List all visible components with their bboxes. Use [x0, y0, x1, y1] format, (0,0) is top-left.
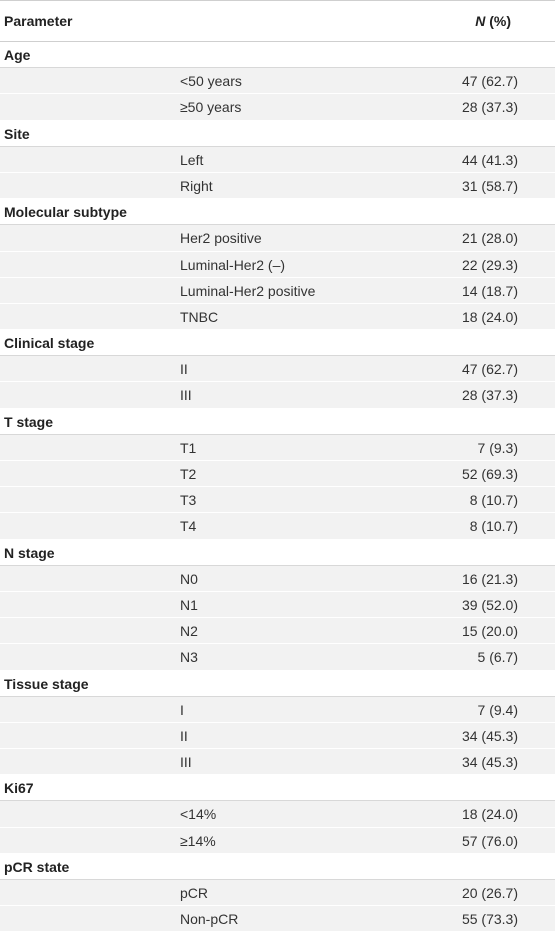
group-label: Molecular subtype: [4, 204, 127, 221]
group-label: Site: [4, 125, 30, 142]
item-value: 34 (45.3): [461, 727, 518, 744]
header-n-symbol: N: [475, 13, 486, 29]
item-value: 15 (20.0): [461, 623, 518, 640]
table-row: [0, 592, 555, 618]
item-label: T2: [180, 466, 197, 482]
table-row: [0, 435, 555, 461]
header-n-percent: [475, 1, 511, 41]
group-label: T stage: [4, 413, 54, 430]
item-value: 18 (24.0): [461, 308, 518, 325]
group-row: [0, 121, 555, 147]
table-row: [0, 68, 555, 94]
item-label: TNBC: [180, 308, 219, 325]
item-value: 34 (45.3): [461, 754, 518, 771]
item-value: 7 (9.3): [477, 439, 518, 456]
table-row: [0, 225, 555, 251]
table-row: [0, 566, 555, 592]
item-value: 39 (52.0): [461, 596, 518, 613]
item-label: Left: [180, 151, 204, 168]
table-row: [0, 173, 555, 199]
table-row: [0, 147, 555, 173]
table-row: [0, 723, 555, 749]
item-label: <50 years: [180, 73, 242, 90]
item-value: 21 (28.0): [461, 230, 518, 247]
item-value: 52 (69.3): [461, 466, 518, 482]
group-label: Ki67: [4, 780, 34, 797]
item-label: N2: [180, 623, 198, 640]
item-value: 44 (41.3): [461, 151, 518, 168]
item-value: 47 (62.7): [461, 73, 518, 90]
item-label: N0: [180, 570, 198, 587]
item-value: 14 (18.7): [461, 282, 518, 299]
item-label: Luminal-Her2 (–): [180, 256, 286, 273]
item-label: N1: [180, 596, 198, 613]
item-value: 8 (10.7): [469, 492, 518, 509]
item-value: 22 (29.3): [461, 256, 518, 273]
group-label: Clinical stage: [4, 335, 95, 352]
group-row: [0, 199, 555, 225]
group-row: [0, 42, 555, 68]
item-label: T1: [180, 439, 197, 456]
table-row: [0, 278, 555, 304]
item-value: 31 (58.7): [461, 177, 518, 194]
table-header-row: [0, 0, 555, 42]
group-label: Age: [4, 47, 31, 63]
item-value: 16 (21.3): [461, 570, 518, 587]
item-label: Right: [180, 177, 213, 194]
table-row: [0, 644, 555, 670]
group-row: [0, 540, 555, 566]
group-row: [0, 409, 555, 435]
group-row: [0, 775, 555, 801]
table-row: [0, 487, 555, 513]
item-value: 28 (37.3): [461, 99, 518, 116]
item-label: Luminal-Her2 positive: [180, 282, 316, 299]
table-row: [0, 356, 555, 382]
item-label: II: [180, 361, 188, 378]
item-value: 20 (26.7): [461, 885, 518, 901]
table-row: [0, 906, 555, 932]
table-row: [0, 513, 555, 539]
table-row: [0, 618, 555, 644]
item-label: T3: [180, 492, 197, 509]
item-label: N3: [180, 649, 198, 666]
item-label: pCR: [180, 885, 209, 901]
item-value: 57 (76.0): [461, 832, 518, 849]
table-row: [0, 304, 555, 330]
table-row: [0, 749, 555, 775]
item-value: 7 (9.4): [477, 701, 518, 718]
header-parameter: Parameter: [4, 13, 73, 29]
table-row: [0, 828, 555, 854]
header-percent-label: (%): [485, 13, 511, 29]
item-label: T4: [180, 518, 197, 535]
item-label: Her2 positive: [180, 230, 262, 247]
group-label: N stage: [4, 544, 55, 561]
item-value: 8 (10.7): [469, 518, 518, 535]
table-row: [0, 880, 555, 906]
group-label: pCR state: [4, 858, 70, 875]
table-row: [0, 252, 555, 278]
item-label: II: [180, 727, 188, 744]
group-row: [0, 671, 555, 697]
table-row: [0, 461, 555, 487]
item-label: Non-pCR: [180, 911, 239, 928]
item-value: 28 (37.3): [461, 387, 518, 404]
item-label: ≥14%: [180, 832, 216, 849]
item-label: III: [180, 754, 192, 771]
table-row: [0, 94, 555, 120]
item-label: <14%: [180, 806, 217, 823]
table-row: [0, 801, 555, 827]
item-value: 5 (6.7): [477, 649, 518, 666]
table-row: [0, 697, 555, 723]
group-row: [0, 854, 555, 880]
table-body: [0, 42, 555, 932]
item-value: 47 (62.7): [461, 361, 518, 378]
item-label: I: [180, 701, 184, 718]
item-label: ≥50 years: [180, 99, 242, 116]
table-row: [0, 382, 555, 408]
item-label: III: [180, 387, 192, 404]
group-label: Tissue stage: [4, 675, 89, 692]
item-value: 18 (24.0): [461, 806, 518, 823]
item-value: 55 (73.3): [461, 911, 518, 928]
group-row: [0, 330, 555, 356]
